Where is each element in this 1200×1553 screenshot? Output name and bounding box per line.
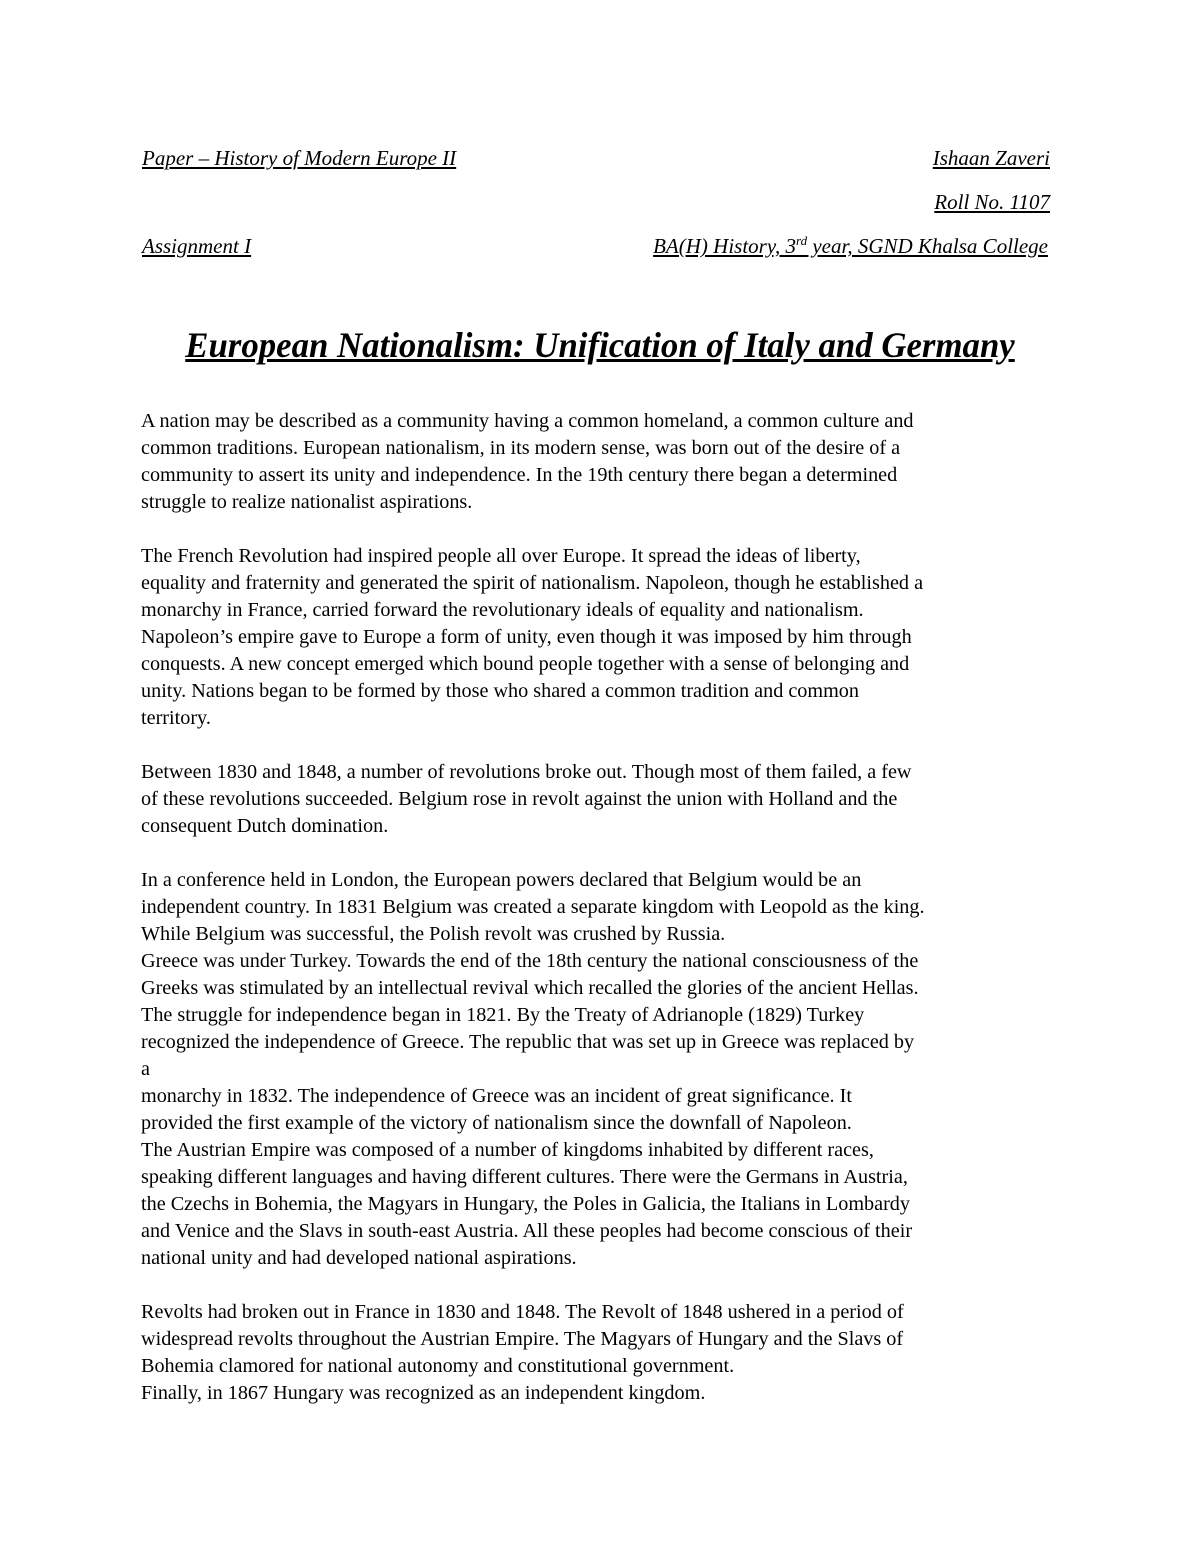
text-line: Between 1830 and 1848, a number of revolutions broke out. Though most of them failed, a few: [141, 761, 912, 783]
text-line: the Czechs in Bohemia, the Magyars in Hungary, the Poles in Galicia, the Italians in Lombardy: [141, 1193, 910, 1215]
author-name: Ishaan Zaveri: [932, 146, 1050, 170]
paper-title: Paper – History of Modern Europe II: [142, 146, 457, 170]
text-line: national unity and had developed national aspirations.: [141, 1247, 577, 1269]
text-line: Bohemia clamored for national autonomy and constitutional government.: [141, 1355, 735, 1377]
text-line: provided the first example of the victory of nationalism since the downfall of Napoleon.: [141, 1112, 852, 1134]
text-line: widespread revolts throughout the Austrian Empire. The Magyars of Hungary and the Slavs of: [141, 1328, 904, 1350]
course-info-superscript: rd: [796, 233, 808, 248]
text-line: monarchy in France, carried forward the revolutionary ideals of equality and nationalism.: [141, 599, 864, 621]
course-info: [653, 233, 1048, 259]
text-line: The Austrian Empire was composed of a number of kingdoms inhabited by different races,: [141, 1139, 874, 1161]
text-line: While Belgium was successful, the Polish revolt was crushed by Russia.: [141, 923, 726, 945]
roll-number: Roll No. 1107: [934, 190, 1050, 214]
text-line: monarchy in 1832. The independence of Greece was an incident of great significance. It: [141, 1085, 852, 1107]
body-text: [141, 408, 1056, 1407]
text-line: Greeks was stimulated by an intellectual revival which recalled the glories of the ancient Hellas.: [141, 977, 919, 999]
text-line: recognized the independence of Greece. The republic that was set up in Greece was replaced by: [141, 1031, 915, 1053]
text-line: consequent Dutch domination.: [141, 815, 389, 837]
assignment-label: Assignment I: [142, 234, 252, 258]
text-line: Revolts had broken out in France in 1830 and 1848. The Revolt of 1848 ushered in a period of: [141, 1301, 904, 1323]
text-line: The struggle for independence began in 1821. By the Treaty of Adrianople (1829) Turkey: [141, 1004, 865, 1026]
text-line: In a conference held in London, the European powers declared that Belgium would be an: [141, 869, 862, 891]
text-line: community to assert its unity and independence. In the 19th century there began a determined: [141, 464, 898, 486]
text-line: independent country. In 1831 Belgium was created a separate kingdom with Leopold as the king.: [141, 896, 925, 918]
course-info-text-rest: year, SGND Khalsa College: [807, 234, 1048, 258]
text-line: Finally, in 1867 Hungary was recognized as an independent kingdom.: [141, 1382, 706, 1404]
document-title: European Nationalism: Unification of Italy and Germany: [185, 325, 1015, 365]
text-line: territory.: [141, 707, 211, 729]
text-line: speaking different languages and having different cultures. There were the Germans in Austria,: [141, 1166, 908, 1188]
text-line: a: [141, 1058, 150, 1080]
text-line: common traditions. European nationalism, in its modern sense, was born out of the desire of a: [141, 437, 901, 459]
text-line: struggle to realize nationalist aspirations.: [141, 491, 473, 513]
text-line: The French Revolution had inspired people all over Europe. It spread the ideas of liberty,: [141, 545, 861, 567]
text-line: Napoleon’s empire gave to Europe a form of unity, even though it was imposed by him through: [141, 626, 912, 648]
text-line: A nation may be described as a community having a common homeland, a common culture and: [141, 410, 914, 432]
text-line: and Venice and the Slavs in south-east Austria. All these peoples had become conscious of their: [141, 1220, 913, 1242]
course-info-text: BA(H) History, 3: [653, 234, 797, 258]
text-line: equality and fraternity and generated the spirit of nationalism. Napoleon, though he established a: [141, 572, 924, 594]
text-line: conquests. A new concept emerged which bound people together with a sense of belonging and: [141, 653, 910, 675]
text-line: Greece was under Turkey. Towards the end of the 18th century the national consciousness of the: [141, 950, 919, 972]
text-line: unity. Nations began to be formed by those who shared a common tradition and common: [141, 680, 859, 702]
text-line: of these revolutions succeeded. Belgium rose in revolt against the union with Holland and the: [141, 788, 898, 810]
